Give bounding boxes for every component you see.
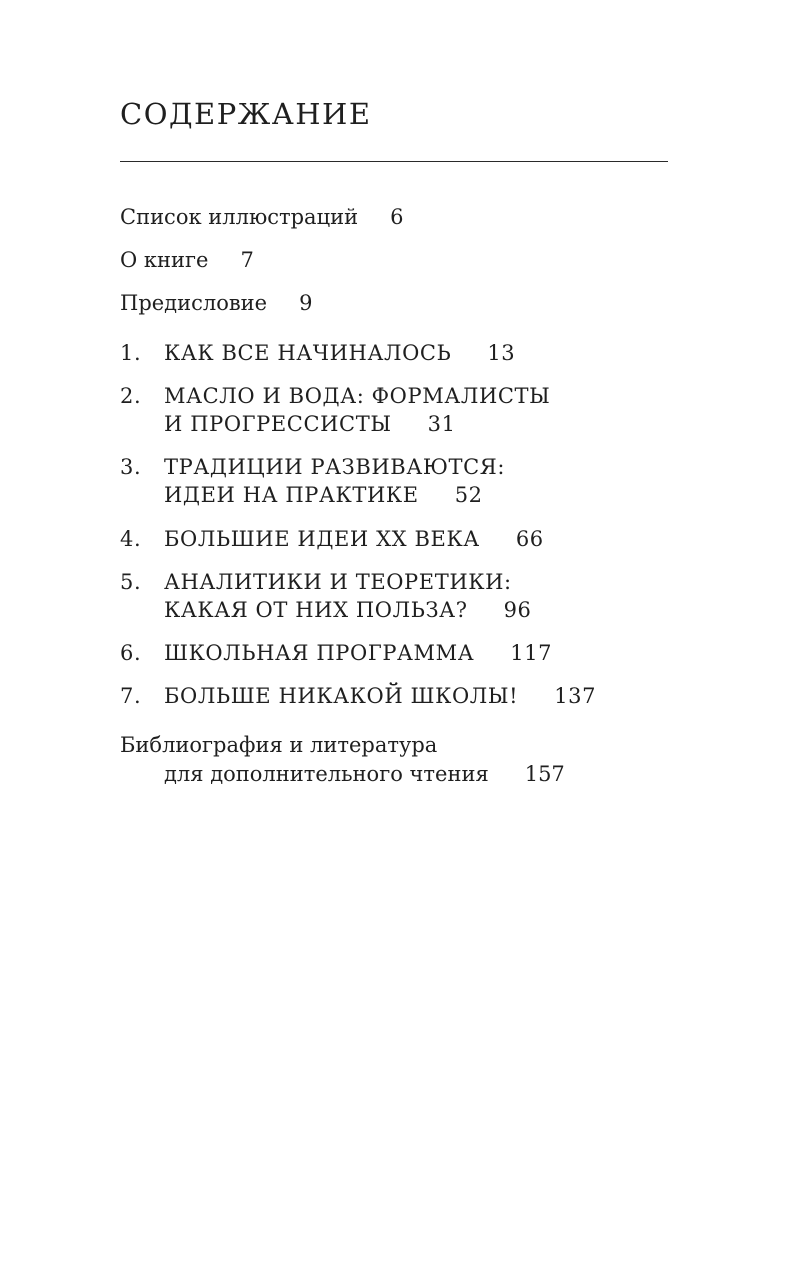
chapter-title-line: ШКОЛЬНАЯ ПРОГРАММА — [164, 641, 475, 665]
chapter-title-line: ИДЕИ НА ПРАКТИКЕ — [164, 483, 419, 507]
chapter-title-line: ТРАДИЦИИ РАЗВИВАЮТСЯ: — [164, 455, 506, 479]
toc-entry-label: для дополнительного чтения — [164, 762, 489, 786]
chapter-title-line: МАСЛО И ВОДА: ФОРМАЛИСТЫ — [164, 384, 551, 408]
chapter-number: 3. — [120, 455, 142, 479]
toc-entry-illustrations[interactable] — [120, 203, 403, 231]
chapter-title-line: КАК ВСЕ НАЧИНАЛОСЬ — [164, 341, 452, 365]
chapter-number: 1. — [120, 341, 142, 365]
toc-entry-label: Список иллюстраций — [120, 205, 359, 229]
chapter-number: 2. — [120, 384, 142, 408]
toc-page-number: 96 — [503, 598, 532, 622]
toc-entry-preface[interactable] — [120, 289, 312, 317]
toc-page-number: 31 — [427, 412, 456, 436]
toc-page-number: 13 — [487, 341, 516, 365]
page-title: СОДЕРЖАНИЕ — [120, 97, 372, 131]
chapter-title-line: АНАЛИТИКИ И ТЕОРЕТИКИ: — [164, 570, 512, 594]
chapter-title-line: И ПРОГРЕССИСТЫ — [164, 412, 392, 436]
chapter-title-line: БОЛЬШЕ НИКАКОЙ ШКОЛЫ! — [164, 684, 519, 708]
chapter-title-line: БОЛЬШИЕ ИДЕИ XX ВЕКА — [164, 527, 480, 551]
title-divider — [120, 161, 668, 162]
toc-page-number: 7 — [240, 248, 254, 272]
toc-entry-bibliography[interactable] — [120, 731, 565, 789]
chapter-number: 5. — [120, 570, 142, 594]
chapter-number: 4. — [120, 527, 142, 551]
toc-page-number: 52 — [454, 483, 483, 507]
toc-entry-label: О книге — [120, 248, 209, 272]
toc-entry-label: Библиография и литература — [120, 733, 438, 757]
toc-entry-about-book[interactable] — [120, 246, 254, 274]
toc-page-number: 6 — [390, 205, 404, 229]
chapter-number: 6. — [120, 641, 142, 665]
toc-page-number: 117 — [510, 641, 553, 665]
chapter-title-line: КАКАЯ ОТ НИХ ПОЛЬЗА? — [164, 598, 468, 622]
chapter-number: 7. — [120, 684, 142, 708]
toc-page-number: 157 — [524, 762, 565, 786]
toc-page-number: 66 — [515, 527, 544, 551]
toc-page-number: 9 — [299, 291, 313, 315]
toc-entry-label: Предисловие — [120, 291, 268, 315]
toc-page-number: 137 — [554, 684, 597, 708]
